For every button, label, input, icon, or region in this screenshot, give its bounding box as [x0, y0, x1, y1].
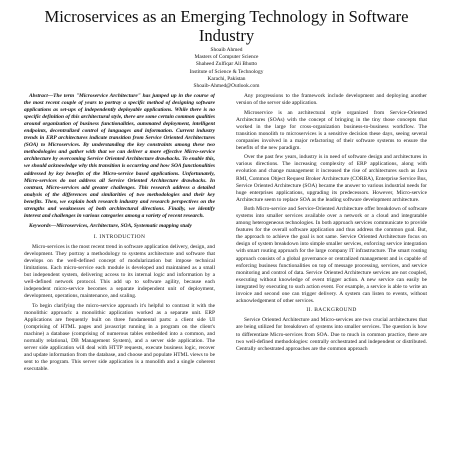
body-paragraph: Any progressions to the framework include development and deploying another version of the server side application. [236, 93, 427, 107]
body-paragraph: Microservice is an architectural style organized from Service-Oriented Architectures (SOAs) with the concept of bringing in the tiny those concepts that worked in the large for cross-organization business-to-business workflow. The transition monolith to microservices is a sensitive decision these days, seeing several companies involved in a major refactoring of their software systems to ensure the benefits of the new paradigm. [236, 109, 427, 151]
body-paragraph: Micro-services is the most recent trend in software application delivery, design, and development. They portray a methodology to systems architecture and software that develops on the well-defined concept of modularization but impose technical limitations. Each micro-service each module is developed and maintained as a small but independent system, delivering access to its internal logic and information by a well-defined network protocol. This add up to software agility, because each independent micro-service becomes a separate independent unit of deployment, development, operations, maintenance, and scaling. [24, 243, 215, 300]
body-paragraph: Service Oriented Architecture and Micro-services are two crucial architectures that are being utilized for breakdown of systems into smaller services. The question is how to differentiate Micro-services from SOA. Due to much in common practice, there are two well-defined methodologies: centrally orchestrated and independent or distributed. Centrally orchestrated approaches are the common approach [236, 317, 427, 352]
body-paragraph: Both Micro-service and Service-Oriented Architecture offer breakdown of software systems into smaller services available over a network or a cloud and integratable among heterogeneous technologies. In both approach services communicate to provide features for the overall software application and thus address the common goal. But, the approach to achieve the goal is not same. Service Oriented Architecture focus on design of system breakdown into simple smaller services, enforcing service integration with smart routing approach for the large company IT infrastructure. The smart routing approach consists of a global governance or centralized management and is capable of enforcing business functionalities on top of message processing, services, and service monitoring and control of data. Service Oriented Architecture services are not coupled, executing without knowledge of event trigger action. A new service can easily be integrated by executing to such action event. For example, a service is able to write an invoice and second one can trigger delivery. A system can listen to events, without acknowledgement of other services. [236, 206, 427, 304]
right-column [236, 93, 427, 451]
body-paragraph: To begin clarifying the micro-service approach it's helpful to contrast it with the monolithic approach: a monolithic application worked as a separate unit. ERP Applications are frequently built on three fundamental parts: a client side UI (comprising of HTML pages and javascript running in a program on the client's machine) a database (comprising of numerous tables embedded into a common, and normally relational, DB Management System), and a server side application. The server side application will deal with HTTP requests, execute business logic, recover and update information from the database, and choose and populate HTML views to be sent to the program. This server side application is a monolith and a single coherent executable. [24, 302, 215, 373]
author-email: Shoaib-Ahmed@Outlook.com [193, 83, 260, 90]
author-institute: Institute of Science & Technology [189, 68, 264, 75]
section-heading-background: II. BACKGROUND [306, 307, 357, 314]
keywords-text: Microservices, Architecture, SOA, Systematic mapping study [56, 222, 192, 229]
body-paragraph: Over the past few years, industry is in need of software design and architectures in various directions. The increasing complexity of ERP applications, along with evolution and change management it increased the rise of architectures such as Java RMI, Common Object Request Broker Architecture (CORBA), Enterprise Service Bus, Service Oriented Architecture (SOA) became the answer to various industrial needs for huge enterprises applications, upgrading its predecessors. However, Micro-service Architecture seem to replace SOA as the leading software development architecture. [236, 154, 427, 203]
left-column [24, 93, 215, 451]
keywords [24, 223, 215, 230]
keywords-label: Keywords— [29, 222, 57, 229]
author-degree: Masters of Computer Science [194, 54, 259, 61]
abstract-text: The term "Microservice Architecture" has jumped up in the course of the most recent couple of years to portray a specific method of designing software applications as set-ups of independently deployable applications. While there is no specific definition of this architectural style, there are some certain common qualities around organization of business functionalities, automated deployment, intelligent endpoints, decentralized control of languages and information. Current industry trends in ERP architectures indicate transition from Service Oriented Architectures (SOA) to Microservices. By understanding the key constraints among these two methodologies and gather with that we can deliver a more effective Micro-service architecture by overcoming Service Oriented Architecture drawbacks. To enable this, we should acknowledge why this transition is occurring and how SOA functionalities addressed by key benefits of the Micro-service based applications. Unfortunately, Micro-services do not address all Service Oriented Architecture drawbacks. In contrast, Micro-services add greater challenges. This research address a detailed analysis of the differences and similarities of two methodologies and their key benefits. Then, we explain both research industry and research perspectives on the strengths and weaknesses of both architectural directions. Finally, we identify interest and challenges in various categories among a variety of recent research. [24, 93, 215, 219]
abstract-label: Abstract— [29, 93, 54, 99]
author-location: Karachi, Pakistan [207, 75, 246, 82]
abstract [24, 93, 215, 220]
paper-title: Microservices as an Emerging Technology in Software Industry [44, 7, 409, 45]
author-name: Shoaib Ahmed [210, 47, 243, 53]
section-heading-introduction: I. INTRODUCTION [93, 233, 146, 240]
author-block [120, 47, 333, 90]
author-university: Shaheed Zulfiqar Ali Bhutto [195, 61, 258, 68]
